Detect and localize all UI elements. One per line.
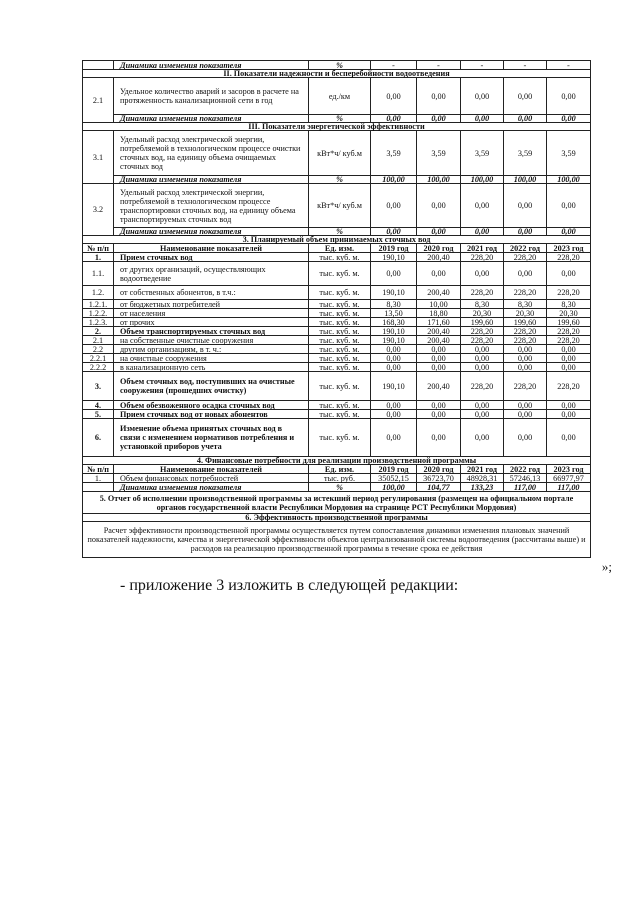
volume-row bbox=[83, 372, 591, 401]
unit-cell: ед./км bbox=[309, 78, 371, 115]
volume-row bbox=[83, 401, 591, 410]
row-number: 2.2 bbox=[83, 345, 114, 354]
value-cell: 8,30 bbox=[461, 300, 504, 309]
value-cell: 117,00 bbox=[504, 483, 547, 492]
production-program-table bbox=[82, 60, 591, 558]
indicator-row bbox=[83, 131, 591, 176]
value-cell: 228,20 bbox=[461, 372, 504, 401]
value-cell: 0,00 bbox=[371, 115, 417, 123]
value-cell: 228,20 bbox=[461, 286, 504, 300]
value-cell: 35052,15 bbox=[371, 474, 417, 483]
section-title: 3. Планируемый объем принимаемых сточных вод bbox=[83, 236, 591, 244]
section-title-row bbox=[83, 457, 591, 465]
value-cell: 36723,70 bbox=[417, 474, 461, 483]
row-name: Изменение объема принятых сточных вод в связи с изменением нормативов потребления и установкой приборов учета bbox=[114, 419, 309, 457]
dynamics-row bbox=[83, 176, 591, 184]
section-title-row bbox=[83, 70, 591, 78]
unit-cell: тыс. куб. м. bbox=[309, 286, 371, 300]
value-cell: 13,50 bbox=[371, 309, 417, 318]
row-name: Объем обезвоженного осадка сточных вод bbox=[114, 401, 309, 410]
value-cell: 0,00 bbox=[371, 184, 417, 228]
value-cell: 199,60 bbox=[547, 318, 591, 327]
row-number: 1. bbox=[83, 474, 114, 483]
value-cell: 100,00 bbox=[547, 176, 591, 184]
value-cell: 0,00 bbox=[547, 419, 591, 457]
value-cell: 200,40 bbox=[417, 336, 461, 345]
unit-cell: тыс. куб. м. bbox=[309, 300, 371, 309]
value-cell: 228,20 bbox=[547, 286, 591, 300]
value-cell: 0,00 bbox=[547, 354, 591, 363]
volume-row bbox=[83, 327, 591, 336]
unit-cell: % bbox=[309, 228, 371, 236]
value-cell: 0,00 bbox=[461, 262, 504, 286]
volume-row bbox=[83, 318, 591, 327]
value-cell: 228,20 bbox=[504, 286, 547, 300]
column-header: 2023 год bbox=[547, 465, 591, 474]
row-number: 1. bbox=[83, 253, 114, 262]
value-cell: 0,00 bbox=[547, 401, 591, 410]
value-cell: 228,20 bbox=[461, 327, 504, 336]
row-number: 2.2.2 bbox=[83, 363, 114, 372]
unit-cell: тыс. куб. м. bbox=[309, 354, 371, 363]
finance-row bbox=[83, 474, 591, 483]
value-cell: 228,20 bbox=[504, 327, 547, 336]
value-cell: 190,10 bbox=[371, 286, 417, 300]
value-cell: 3,59 bbox=[417, 131, 461, 176]
value-cell: 0,00 bbox=[417, 228, 461, 236]
section-title-row bbox=[83, 123, 591, 131]
value-cell: - bbox=[371, 61, 417, 70]
value-cell: 0,00 bbox=[371, 363, 417, 372]
value-cell: 20,30 bbox=[547, 309, 591, 318]
efficiency-text: Расчет эффективности производственной программы осуществляется путем сопоставления динамики изменения плановых значений показателей надежности, качества и энергетической эффективности объектов централизованной системы водоотведения (рассчитаны выше) и расходов на реализацию производственной программы в течение срока ее действия bbox=[83, 522, 591, 558]
value-cell: - bbox=[461, 61, 504, 70]
row-name: Прием сточных вод от новых абонентов bbox=[114, 410, 309, 419]
value-cell: 0,00 bbox=[461, 228, 504, 236]
row-number: 2.1 bbox=[83, 336, 114, 345]
value-cell: 228,20 bbox=[461, 336, 504, 345]
column-header: 2022 год bbox=[504, 244, 547, 253]
value-cell: 57246,13 bbox=[504, 474, 547, 483]
value-cell: - bbox=[504, 61, 547, 70]
closing-quote: »; bbox=[601, 559, 612, 574]
value-cell: 0,00 bbox=[504, 78, 547, 115]
section-title-row bbox=[83, 236, 591, 244]
value-cell: 104,77 bbox=[417, 483, 461, 492]
value-cell: 8,30 bbox=[547, 300, 591, 309]
value-cell: 0,00 bbox=[461, 410, 504, 419]
value-cell: 0,00 bbox=[371, 345, 417, 354]
value-cell: 100,00 bbox=[504, 176, 547, 184]
value-cell: 0,00 bbox=[417, 184, 461, 228]
value-cell: 0,00 bbox=[371, 354, 417, 363]
column-header: 2020 год bbox=[417, 465, 461, 474]
column-header: Ед. изм. bbox=[309, 244, 371, 253]
row-number: 4. bbox=[83, 401, 114, 410]
indicator-name: Удельный расход электрической энергии, потребляемой в технологическом процессе транспортировки сточных вод, на единицу объема транспортируемых сточных вод bbox=[114, 184, 309, 228]
column-header: 2023 год bbox=[547, 244, 591, 253]
row-number: 1.2. bbox=[83, 286, 114, 300]
dynamics-label: Динамика изменения показателя bbox=[114, 483, 309, 492]
value-cell: 0,00 bbox=[504, 262, 547, 286]
value-cell: 100,00 bbox=[461, 176, 504, 184]
value-cell: 0,00 bbox=[547, 228, 591, 236]
dynamics-row bbox=[83, 483, 591, 492]
row-number: 1.2.3. bbox=[83, 318, 114, 327]
value-cell: 0,00 bbox=[461, 345, 504, 354]
dynamics-label: Динамика изменения показателя bbox=[114, 61, 309, 70]
value-cell: 0,00 bbox=[371, 228, 417, 236]
volume-row bbox=[83, 410, 591, 419]
unit-cell: тыс. куб. м. bbox=[309, 336, 371, 345]
value-cell: 0,00 bbox=[417, 410, 461, 419]
row-name: Прием сточных вод bbox=[114, 253, 309, 262]
report-note-row bbox=[83, 492, 591, 514]
section-title: III. Показатели энергетической эффективности bbox=[83, 123, 591, 131]
volume-row bbox=[83, 309, 591, 318]
value-cell: 0,00 bbox=[504, 419, 547, 457]
value-cell: 200,40 bbox=[417, 286, 461, 300]
value-cell: 0,00 bbox=[417, 345, 461, 354]
column-header: 2019 год bbox=[371, 244, 417, 253]
row-name: от собственных абонентов, в т.ч.: bbox=[114, 286, 309, 300]
value-cell: 0,00 bbox=[504, 354, 547, 363]
row-name: на очистные сооружения bbox=[114, 354, 309, 363]
row-name: от других организаций, осуществляющих водоотведение bbox=[114, 262, 309, 286]
value-cell: 0,00 bbox=[504, 363, 547, 372]
value-cell: 171,60 bbox=[417, 318, 461, 327]
value-cell: 0,00 bbox=[461, 115, 504, 123]
value-cell: 0,00 bbox=[547, 184, 591, 228]
value-cell: 20,30 bbox=[504, 309, 547, 318]
value-cell: 228,20 bbox=[547, 327, 591, 336]
unit-cell: % bbox=[309, 483, 371, 492]
value-cell: 100,00 bbox=[417, 176, 461, 184]
row-name: другим организациям, в т. ч.: bbox=[114, 345, 309, 354]
value-cell: - bbox=[547, 61, 591, 70]
volume-row bbox=[83, 286, 591, 300]
column-header: № п/п bbox=[83, 244, 114, 253]
unit-cell: тыс. руб. bbox=[309, 474, 371, 483]
value-cell: 0,00 bbox=[371, 401, 417, 410]
section-title-row bbox=[83, 514, 591, 522]
value-cell: 0,00 bbox=[461, 363, 504, 372]
indicator-number: 2.1 bbox=[83, 78, 114, 123]
value-cell: 18,80 bbox=[417, 309, 461, 318]
value-cell: - bbox=[417, 61, 461, 70]
column-header: Ед. изм. bbox=[309, 465, 371, 474]
value-cell: 0,00 bbox=[504, 410, 547, 419]
row-number: 2. bbox=[83, 327, 114, 336]
volume-row bbox=[83, 300, 591, 309]
dynamics-label: Динамика изменения показателя bbox=[114, 115, 309, 123]
value-cell: 20,30 bbox=[461, 309, 504, 318]
unit-cell: кВт*ч/ куб.м bbox=[309, 184, 371, 228]
row-name: от прочих bbox=[114, 318, 309, 327]
row-number: 1.1. bbox=[83, 262, 114, 286]
indicator-name: Удельное количество аварий и засоров в расчете на протяженность канализационной сети в год bbox=[114, 78, 309, 115]
value-cell: 3,59 bbox=[504, 131, 547, 176]
section-title: 4. Финансовые потребности для реализации производственной программы bbox=[83, 457, 591, 465]
unit-cell: тыс. куб. м. bbox=[309, 309, 371, 318]
value-cell: 0,00 bbox=[461, 184, 504, 228]
unit-cell: тыс. куб. м. bbox=[309, 262, 371, 286]
value-cell: 228,20 bbox=[547, 372, 591, 401]
value-cell: 0,00 bbox=[547, 115, 591, 123]
unit-cell: % bbox=[309, 115, 371, 123]
row-name: от бюджетных потребителей bbox=[114, 300, 309, 309]
value-cell: 100,00 bbox=[371, 483, 417, 492]
column-header: 2020 год bbox=[417, 244, 461, 253]
value-cell: 0,00 bbox=[371, 262, 417, 286]
value-cell: 190,10 bbox=[371, 327, 417, 336]
unit-cell: тыс. куб. м. bbox=[309, 253, 371, 262]
column-header: 2019 год bbox=[371, 465, 417, 474]
unit-cell: тыс. куб. м. bbox=[309, 363, 371, 372]
value-cell: 228,20 bbox=[504, 372, 547, 401]
indicator-row bbox=[83, 184, 591, 228]
unit-cell: тыс. куб. м. bbox=[309, 419, 371, 457]
value-cell: 3,59 bbox=[371, 131, 417, 176]
value-cell: 199,60 bbox=[461, 318, 504, 327]
column-header-row bbox=[83, 244, 591, 253]
value-cell: 0,00 bbox=[417, 354, 461, 363]
value-cell: 10,00 bbox=[417, 300, 461, 309]
value-cell: 0,00 bbox=[547, 363, 591, 372]
number-cell bbox=[83, 61, 114, 70]
value-cell: 8,30 bbox=[371, 300, 417, 309]
value-cell: 0,00 bbox=[547, 78, 591, 115]
value-cell: 0,00 bbox=[504, 115, 547, 123]
value-cell: 0,00 bbox=[504, 401, 547, 410]
value-cell: 0,00 bbox=[461, 419, 504, 457]
unit-cell: % bbox=[309, 176, 371, 184]
volume-row bbox=[83, 354, 591, 363]
value-cell: 66977,97 bbox=[547, 474, 591, 483]
row-number: 1.2.2. bbox=[83, 309, 114, 318]
value-cell: 0,00 bbox=[461, 78, 504, 115]
row-name: Объем транспортируемых сточных вод bbox=[114, 327, 309, 336]
volume-row bbox=[83, 336, 591, 345]
volume-row bbox=[83, 363, 591, 372]
value-cell: 228,20 bbox=[504, 336, 547, 345]
section-title: 6. Эффективность производственной программы bbox=[83, 514, 591, 522]
row-name: Объем финансовых потребностей bbox=[114, 474, 309, 483]
value-cell: 200,40 bbox=[417, 372, 461, 401]
row-number: 6. bbox=[83, 419, 114, 457]
value-cell: 0,00 bbox=[547, 410, 591, 419]
value-cell: 0,00 bbox=[504, 345, 547, 354]
value-cell: 100,00 bbox=[371, 176, 417, 184]
volume-row bbox=[83, 253, 591, 262]
value-cell: 3,59 bbox=[547, 131, 591, 176]
column-header: Наименование показателей bbox=[114, 244, 309, 253]
value-cell: 228,20 bbox=[504, 253, 547, 262]
value-cell: 0,00 bbox=[547, 345, 591, 354]
number-cell bbox=[83, 483, 114, 492]
value-cell: 0,00 bbox=[504, 228, 547, 236]
value-cell: 0,00 bbox=[417, 401, 461, 410]
indicator-number: 3.2 bbox=[83, 184, 114, 236]
value-cell: 168,30 bbox=[371, 318, 417, 327]
volume-row bbox=[83, 419, 591, 457]
value-cell: 228,20 bbox=[461, 253, 504, 262]
column-header: № п/п bbox=[83, 465, 114, 474]
unit-cell: тыс. куб. м. bbox=[309, 401, 371, 410]
value-cell: 0,00 bbox=[371, 410, 417, 419]
value-cell: 0,00 bbox=[547, 262, 591, 286]
row-name: в канализационную сеть bbox=[114, 363, 309, 372]
value-cell: 0,00 bbox=[417, 262, 461, 286]
value-cell: 0,00 bbox=[417, 419, 461, 457]
dynamics-label: Динамика изменения показателя bbox=[114, 176, 309, 184]
value-cell: 190,10 bbox=[371, 372, 417, 401]
dynamics-label: Динамика изменения показателя bbox=[114, 228, 309, 236]
value-cell: 8,30 bbox=[504, 300, 547, 309]
value-cell: 0,00 bbox=[417, 78, 461, 115]
value-cell: 133,23 bbox=[461, 483, 504, 492]
unit-cell: тыс. куб. м. bbox=[309, 372, 371, 401]
column-header: 2022 год bbox=[504, 465, 547, 474]
row-number: 2.2.1 bbox=[83, 354, 114, 363]
report-note: 5. Отчет об исполнении производственной программы за истекший период регулирования (размещен на официальном портале органов государственной власти Республики Мордовия на странице РСТ Республики Мордовия) bbox=[83, 492, 591, 514]
next-instruction: - приложение 3 изложить в следующей редакции: bbox=[120, 577, 459, 594]
column-header-row bbox=[83, 465, 591, 474]
row-name: от населения bbox=[114, 309, 309, 318]
indicator-name: Удельный расход электрической энергии, потребляемой в технологическом процессе очистки сточных вод, на единицу объема очищаемых сточных вод bbox=[114, 131, 309, 176]
value-cell: 0,00 bbox=[371, 78, 417, 115]
unit-cell: тыс. куб. м. bbox=[309, 410, 371, 419]
row-number: 5. bbox=[83, 410, 114, 419]
unit-cell: тыс. куб. м. bbox=[309, 318, 371, 327]
document-content bbox=[82, 60, 612, 596]
volume-row bbox=[83, 262, 591, 286]
value-cell: 0,00 bbox=[461, 354, 504, 363]
value-cell: 0,00 bbox=[417, 363, 461, 372]
value-cell: 0,00 bbox=[461, 401, 504, 410]
unit-cell: % bbox=[309, 61, 371, 70]
unit-cell: тыс. куб. м. bbox=[309, 327, 371, 336]
column-header: 2021 год bbox=[461, 244, 504, 253]
row-name: Объем сточных вод, поступивших на очистные сооружения (прошедших очистку) bbox=[114, 372, 309, 401]
value-cell: 199,60 bbox=[504, 318, 547, 327]
column-header: Наименование показателей bbox=[114, 465, 309, 474]
row-number: 1.2.1. bbox=[83, 300, 114, 309]
unit-cell: тыс. куб. м. bbox=[309, 345, 371, 354]
indicator-row bbox=[83, 78, 591, 115]
value-cell: 200,40 bbox=[417, 327, 461, 336]
unit-cell: кВт*ч/ куб.м bbox=[309, 131, 371, 176]
value-cell: 0,00 bbox=[371, 419, 417, 457]
value-cell: 0,00 bbox=[504, 184, 547, 228]
value-cell: 190,10 bbox=[371, 253, 417, 262]
value-cell: 228,20 bbox=[547, 253, 591, 262]
row-number: 3. bbox=[83, 372, 114, 401]
value-cell: 190,10 bbox=[371, 336, 417, 345]
efficiency-text-row bbox=[83, 522, 591, 558]
section-title: II. Показатели надежности и бесперебойности водоотведения bbox=[83, 70, 591, 78]
value-cell: 48928,31 bbox=[461, 474, 504, 483]
value-cell: 200,40 bbox=[417, 253, 461, 262]
volume-row bbox=[83, 345, 591, 354]
table-body bbox=[83, 61, 591, 558]
row-name: на собственные очистные сооружения bbox=[114, 336, 309, 345]
value-cell: 0,00 bbox=[417, 115, 461, 123]
indicator-number: 3.1 bbox=[83, 131, 114, 184]
value-cell: 228,20 bbox=[547, 336, 591, 345]
column-header: 2021 год bbox=[461, 465, 504, 474]
value-cell: 3,59 bbox=[461, 131, 504, 176]
value-cell: 117,00 bbox=[547, 483, 591, 492]
